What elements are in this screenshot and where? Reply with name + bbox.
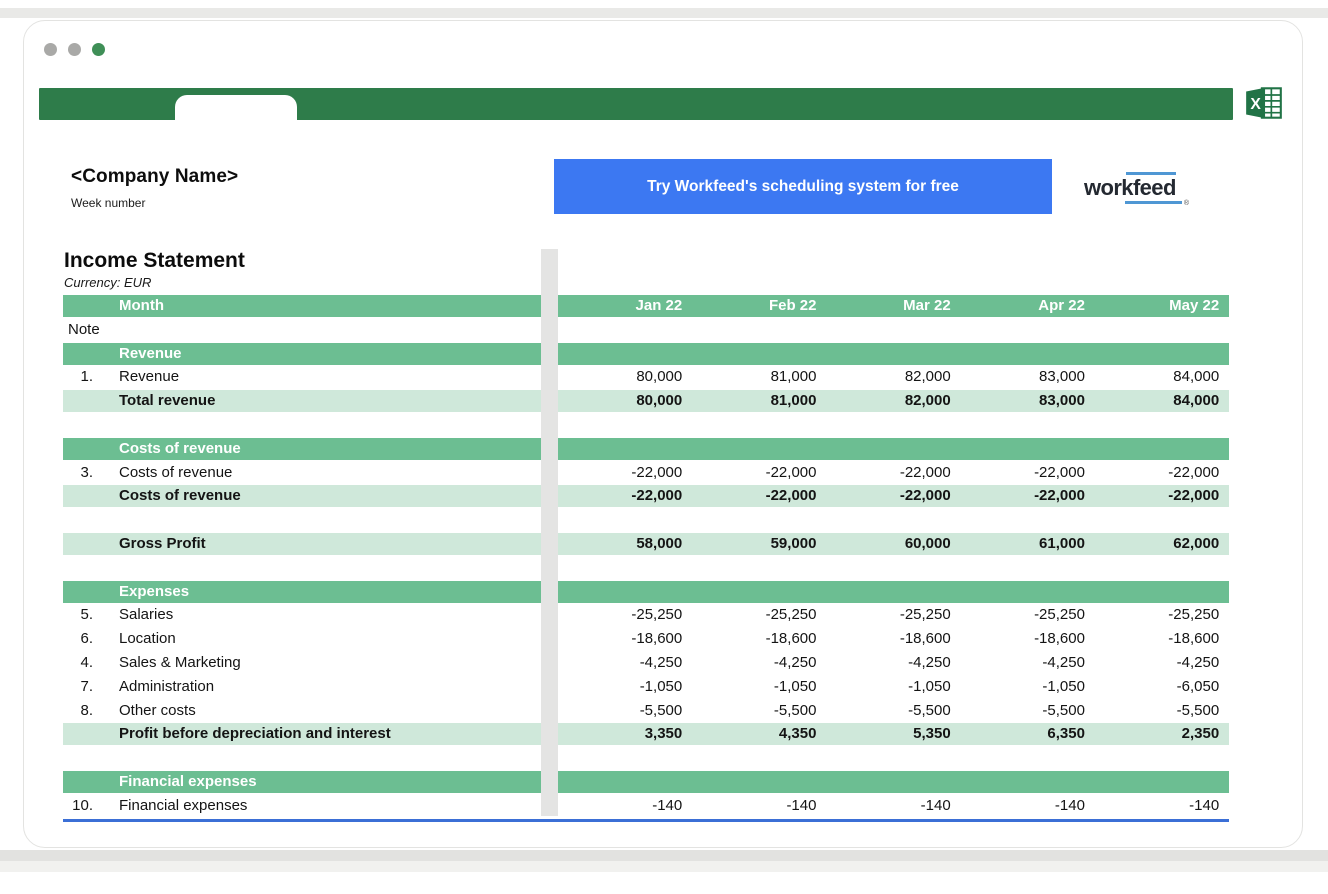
cell-value: -4,250 <box>1176 653 1220 671</box>
cell-label: Expenses <box>119 581 541 603</box>
cell-label: Costs of revenue <box>119 485 541 507</box>
cell-spacer <box>541 747 558 769</box>
cell-value <box>692 343 826 365</box>
cell-note: 8. <box>80 701 93 719</box>
cell-month: Feb 22 <box>692 295 826 317</box>
cell-value <box>961 747 1095 769</box>
cell-value: 5,350 <box>826 723 960 745</box>
cell-note <box>63 438 119 460</box>
cell-value <box>1095 581 1229 603</box>
cell-value: 83,000 <box>961 390 1095 412</box>
cell-value: -5,500 <box>908 701 951 719</box>
cell-note <box>63 390 119 412</box>
cell-value <box>1095 414 1229 436</box>
cell-value <box>961 319 1095 341</box>
cell-value: 61,000 <box>961 533 1095 555</box>
cell-value: -22,000 <box>1168 463 1220 481</box>
cell-value <box>692 509 826 531</box>
cell-value: -22,000 <box>1034 463 1085 481</box>
cell-value: 81,000 <box>692 390 826 412</box>
cell-value <box>1095 319 1229 341</box>
cell-value: 80,000 <box>636 368 683 386</box>
cell-spacer <box>541 438 558 460</box>
cell-month: May 22 <box>1095 295 1229 317</box>
cell-value: -18,600 <box>899 630 951 648</box>
cell-note <box>63 581 119 603</box>
app-window <box>23 20 1303 848</box>
cell-value: 60,000 <box>826 533 960 555</box>
cell-value: 82,000 <box>904 368 951 386</box>
cell-month: Jan 22 <box>558 295 692 317</box>
cell-value <box>961 557 1095 579</box>
cell-value: 83,000 <box>1039 368 1085 386</box>
cell-value <box>1095 343 1229 365</box>
cell-label <box>119 414 541 436</box>
cell-value: -22,000 <box>961 485 1095 507</box>
cell-spacer <box>541 319 558 341</box>
table-row-total <box>63 533 1229 555</box>
cell-value <box>558 343 692 365</box>
cell-value: -18,600 <box>631 630 683 648</box>
cell-note <box>63 533 119 555</box>
table-row-gap <box>63 557 1229 579</box>
cell-value: -25,250 <box>1034 606 1085 624</box>
cell-spacer <box>541 557 558 579</box>
cell-spacer <box>541 723 558 745</box>
cell-value <box>692 557 826 579</box>
cell-note <box>63 295 119 317</box>
cell-label <box>119 557 541 579</box>
cell-label: Salaries <box>119 606 174 624</box>
cell-note <box>63 485 119 507</box>
cell-value <box>961 414 1095 436</box>
cell-value: -4,250 <box>908 653 951 671</box>
cell-value: -25,250 <box>1168 606 1220 624</box>
cell-value <box>558 557 692 579</box>
cell-value: -25,250 <box>899 606 951 624</box>
cell-value <box>826 509 960 531</box>
table-row-data <box>63 652 1229 674</box>
cell-spacer <box>541 485 558 507</box>
cell-spacer <box>541 628 558 650</box>
cell-note <box>63 747 119 769</box>
cell-note: 3. <box>80 463 93 481</box>
page-bottom-band <box>0 850 1328 861</box>
cell-value: -1,050 <box>639 677 683 695</box>
cell-value: -22,000 <box>899 463 951 481</box>
active-sheet-tab[interactable] <box>175 95 297 120</box>
statement-title-block <box>64 249 245 290</box>
cell-month-label: Month <box>119 295 541 317</box>
cell-note <box>63 771 119 793</box>
cell-value: -18,600 <box>1168 630 1220 648</box>
logo-registered-mark: ® <box>1183 200 1189 207</box>
cell-value <box>961 771 1095 793</box>
cell-month: Mar 22 <box>826 295 960 317</box>
cell-note: 5. <box>80 606 93 624</box>
cell-spacer <box>541 533 558 555</box>
cell-value <box>692 438 826 460</box>
cell-value: 84,000 <box>1095 390 1229 412</box>
cell-value: -140 <box>652 796 683 814</box>
cell-value: -140 <box>920 796 951 814</box>
income-statement-table <box>63 295 1229 822</box>
cell-label: Revenue <box>119 368 180 386</box>
cell-value <box>1095 509 1229 531</box>
logo-bottom-line <box>1125 201 1182 204</box>
table-row-data <box>63 700 1229 722</box>
cell-value: -22,000 <box>692 485 826 507</box>
cell-value: 82,000 <box>826 390 960 412</box>
cell-value: -1,050 <box>908 677 951 695</box>
cell-label: Costs of revenue <box>119 463 233 481</box>
cell-value: -22,000 <box>1095 485 1229 507</box>
cell-value: -140 <box>786 796 817 814</box>
note-row <box>63 319 1229 341</box>
cell-value <box>692 414 826 436</box>
cell-value <box>826 414 960 436</box>
table-row-data <box>63 676 1229 698</box>
table-row-data <box>63 628 1229 650</box>
cell-value: -1,050 <box>773 677 817 695</box>
cell-spacer <box>541 771 558 793</box>
cell-label: Costs of revenue <box>119 438 541 460</box>
cell-spacer <box>541 676 558 698</box>
cell-spacer <box>541 604 558 626</box>
cell-value <box>692 581 826 603</box>
table-row-total <box>63 390 1229 412</box>
cell-label: Financial expenses <box>119 796 248 814</box>
cell-note-label: Note <box>68 320 100 338</box>
cell-label <box>119 319 541 341</box>
table-row-section <box>63 438 1229 460</box>
cell-note: 10. <box>72 796 93 814</box>
cell-value: 4,350 <box>692 723 826 745</box>
cell-note <box>63 723 119 745</box>
spreadsheet-tab-bar <box>39 88 1233 120</box>
cell-spacer <box>541 462 558 484</box>
cell-label: Location <box>119 630 176 648</box>
cell-value: -18,600 <box>1034 630 1085 648</box>
cta-button[interactable]: Try Workfeed's scheduling system for free <box>554 159 1052 214</box>
cell-value: 59,000 <box>692 533 826 555</box>
cell-spacer <box>541 414 558 436</box>
cell-value <box>1095 747 1229 769</box>
cell-value <box>558 581 692 603</box>
cell-value: 58,000 <box>558 533 692 555</box>
table-row-section <box>63 343 1229 365</box>
page-top-band <box>0 8 1328 18</box>
cell-value: -5,500 <box>773 701 817 719</box>
cell-note <box>63 557 119 579</box>
cell-value: 3,350 <box>558 723 692 745</box>
cell-note <box>63 343 119 365</box>
cell-value <box>826 343 960 365</box>
cell-value <box>692 771 826 793</box>
cell-value <box>826 438 960 460</box>
workfeed-logo[interactable] <box>1084 168 1189 208</box>
cell-note: 6. <box>80 630 93 648</box>
cell-value: -22,000 <box>558 485 692 507</box>
week-number-label: Week number <box>71 196 146 210</box>
cell-note <box>63 509 119 531</box>
window-dot-1[interactable] <box>44 43 57 56</box>
cell-label: Revenue <box>119 343 541 365</box>
cell-value: -4,250 <box>639 653 683 671</box>
cell-value: 2,350 <box>1095 723 1229 745</box>
table-row-data <box>63 366 1229 388</box>
cell-value: -25,250 <box>631 606 683 624</box>
cell-value <box>558 319 692 341</box>
cell-value: 80,000 <box>558 390 692 412</box>
cell-value <box>826 557 960 579</box>
cell-label: Sales & Marketing <box>119 653 241 671</box>
cell-spacer <box>541 509 558 531</box>
table-row-gap <box>63 747 1229 769</box>
table-row-total <box>63 723 1229 745</box>
cell-label <box>119 747 541 769</box>
cell-value: -22,000 <box>826 485 960 507</box>
cell-value: -25,250 <box>765 606 817 624</box>
table-row-section <box>63 771 1229 793</box>
logo-text: workfeed <box>1084 175 1176 200</box>
cell-value <box>826 771 960 793</box>
cell-spacer <box>541 581 558 603</box>
cell-value <box>1095 557 1229 579</box>
table-row-total <box>63 485 1229 507</box>
cell-value: -4,250 <box>1042 653 1085 671</box>
cell-label <box>119 509 541 531</box>
cell-label: Financial expenses <box>119 771 541 793</box>
cell-value: -22,000 <box>631 463 683 481</box>
cell-note <box>63 414 119 436</box>
cell-spacer <box>541 295 558 317</box>
cell-spacer <box>541 366 558 388</box>
page-bottom-band-light <box>0 861 1328 872</box>
statement-currency: Currency: EUR <box>64 275 152 290</box>
cell-value <box>558 438 692 460</box>
table-row-section <box>63 581 1229 603</box>
table-row-data <box>63 795 1229 817</box>
cell-value <box>826 747 960 769</box>
cell-value: 62,000 <box>1095 533 1229 555</box>
window-dot-3[interactable] <box>92 43 105 56</box>
cell-value: -140 <box>1189 796 1220 814</box>
cell-value: -5,500 <box>1176 701 1220 719</box>
cell-value <box>961 509 1095 531</box>
cell-note: 1. <box>80 368 93 386</box>
table-row-data <box>63 604 1229 626</box>
cell-value <box>1095 438 1229 460</box>
cell-value <box>558 747 692 769</box>
cell-note: 7. <box>80 677 93 695</box>
svg-text:X: X <box>1250 95 1261 113</box>
company-header <box>71 166 238 210</box>
excel-icon <box>1243 82 1285 124</box>
statement-title: Income Statement <box>64 249 245 272</box>
cell-label: Other costs <box>119 701 196 719</box>
cell-value <box>826 581 960 603</box>
cell-value: 84,000 <box>1173 368 1220 386</box>
cell-value <box>961 581 1095 603</box>
company-name: <Company Name> <box>71 166 239 187</box>
table-row-gap <box>63 414 1229 436</box>
cell-value <box>558 414 692 436</box>
cell-spacer <box>541 652 558 674</box>
cell-value <box>558 771 692 793</box>
cell-value: -6,050 <box>1176 677 1220 695</box>
cell-spacer <box>541 700 558 722</box>
cell-label: Total revenue <box>119 390 541 412</box>
bottom-blue-rule <box>63 819 1229 822</box>
cell-label: Profit before depreciation and interest <box>119 723 541 745</box>
cell-value <box>961 343 1095 365</box>
cell-value: -5,500 <box>639 701 683 719</box>
cell-value <box>961 438 1095 460</box>
cell-note: 4. <box>80 653 93 671</box>
cell-value: 81,000 <box>770 368 817 386</box>
month-header-row <box>63 295 1229 317</box>
table-row-gap <box>63 509 1229 531</box>
cell-value <box>1095 771 1229 793</box>
window-dot-2[interactable] <box>68 43 81 56</box>
table-row-data <box>63 462 1229 484</box>
cell-value <box>826 319 960 341</box>
cell-value <box>558 509 692 531</box>
cell-value: -140 <box>1054 796 1085 814</box>
cell-month: Apr 22 <box>961 295 1095 317</box>
cell-value: -4,250 <box>773 653 817 671</box>
cell-value: 6,350 <box>961 723 1095 745</box>
cell-spacer <box>541 795 558 817</box>
cell-value: -5,500 <box>1042 701 1085 719</box>
cell-spacer <box>541 343 558 365</box>
cell-value: -22,000 <box>765 463 817 481</box>
cell-value <box>692 747 826 769</box>
cell-label: Administration <box>119 677 215 695</box>
cell-value: -18,600 <box>765 630 817 648</box>
window-controls <box>44 43 105 56</box>
cell-spacer <box>541 390 558 412</box>
cell-label: Gross Profit <box>119 533 541 555</box>
cell-value: -1,050 <box>1042 677 1085 695</box>
cell-value <box>692 319 826 341</box>
